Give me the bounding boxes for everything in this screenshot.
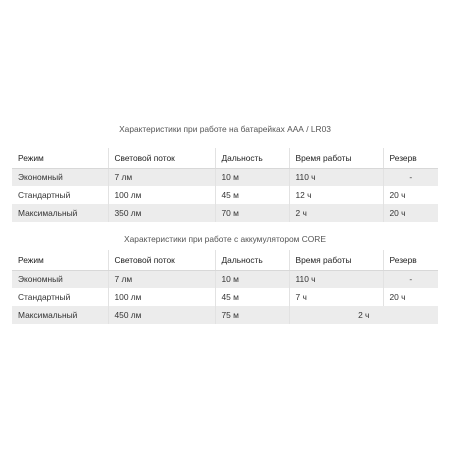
table-caption-core-battery: Характеристики при работе с аккумулятором CORE (124, 234, 326, 244)
cell-range: 10 м (215, 168, 289, 186)
cell-mode: Экономный (12, 270, 108, 288)
table-header-row (12, 250, 438, 270)
cell-luminous-flux: 7 лм (108, 270, 215, 288)
cell-range: 10 м (215, 270, 289, 288)
cell-reserve: - (383, 168, 438, 186)
table-row (12, 168, 438, 186)
cell-reserve: 20 ч (389, 190, 406, 200)
cell-reserve: 20 ч (383, 204, 438, 222)
header-luminous-flux: Световой поток (108, 148, 215, 168)
cell-luminous-flux: 350 лм (108, 204, 215, 222)
cell-luminous-flux: 7 лм (108, 168, 215, 186)
header-runtime: Время работы (289, 148, 383, 168)
spec-table-batteries (12, 148, 438, 222)
cell-mode: Стандартный (12, 186, 108, 204)
cell-mode: Стандартный (12, 288, 108, 306)
cell-range: 45 м (215, 186, 289, 204)
header-reserve: Резерв (383, 250, 438, 270)
header-runtime: Время работы (289, 250, 383, 270)
table-row (12, 288, 438, 306)
table-row (12, 270, 438, 288)
header-mode: Режим (12, 250, 108, 270)
cell-mode: Максимальный (12, 306, 108, 324)
header-reserve: Резерв (383, 148, 438, 168)
table-row (12, 186, 438, 204)
cell-runtime: 110 ч (289, 270, 383, 288)
table-row (12, 306, 438, 324)
cell-reserve: 20 ч (389, 292, 406, 302)
table-caption-batteries: Характеристики при работе на батарейках ААА / LR03 (119, 124, 331, 134)
cell-luminous-flux: 450 лм (108, 306, 215, 324)
table-row (12, 204, 438, 222)
cell-runtime: 12 ч (289, 186, 383, 204)
cell-range: 75 м (215, 306, 289, 324)
cell-mode: Экономный (12, 168, 108, 186)
cell-runtime-merged: 2 ч (289, 306, 438, 324)
cell-luminous-flux: 100 лм (108, 186, 215, 204)
header-range: Дальность (215, 148, 289, 168)
header-luminous-flux: Световой поток (108, 250, 215, 270)
cell-range: 45 м (215, 288, 289, 306)
cell-runtime: 7 ч (289, 288, 383, 306)
header-range: Дальность (215, 250, 289, 270)
spec-table-core-battery (12, 250, 438, 324)
cell-reserve: - (383, 270, 438, 288)
cell-runtime: 2 ч (289, 204, 383, 222)
cell-range: 70 м (215, 204, 289, 222)
cell-luminous-flux: 100 лм (108, 288, 215, 306)
cell-runtime: 110 ч (289, 168, 383, 186)
header-mode: Режим (12, 148, 108, 168)
cell-mode: Максимальный (12, 204, 108, 222)
table-header-row (12, 148, 438, 168)
